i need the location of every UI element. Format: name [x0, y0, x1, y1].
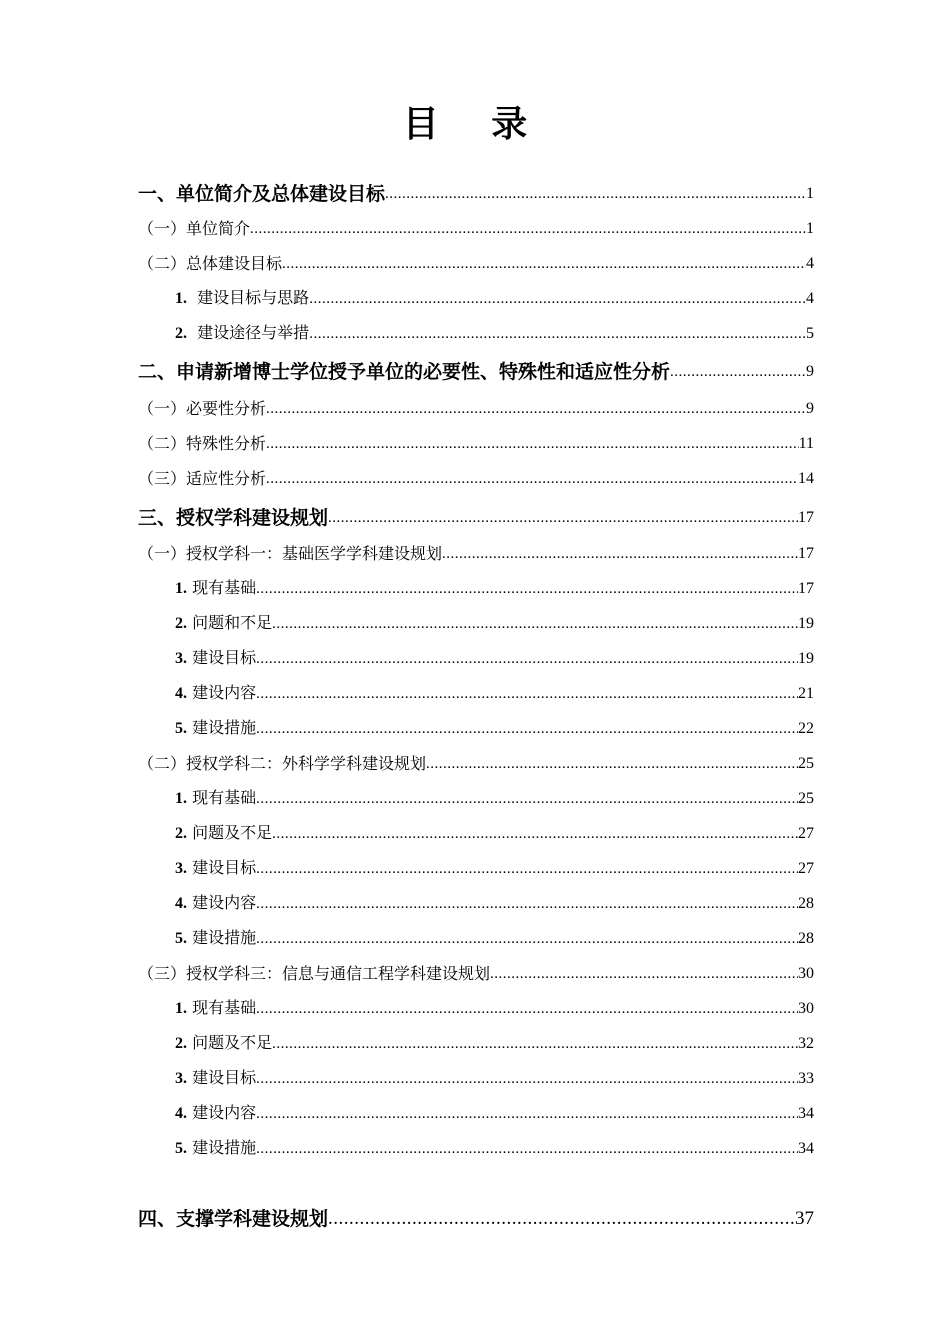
- toc-entry[interactable]: [138, 855, 814, 881]
- toc-entry-label: [175, 786, 256, 811]
- toc-entry-number: 4.: [175, 1105, 187, 1122]
- toc-entry-number: 3.: [175, 1070, 187, 1087]
- toc-dot-leader: [256, 857, 798, 881]
- toc-entry-label: [175, 996, 256, 1021]
- toc-entry-text: 建设内容: [192, 1103, 257, 1122]
- toc-entry-label: [138, 752, 426, 776]
- toc-entry-text: （一）单位简介: [138, 219, 251, 238]
- toc-page-number: 30: [798, 1000, 814, 1017]
- toc-entry-number: 1.: [175, 1000, 187, 1017]
- toc-page-number: 28: [798, 895, 814, 912]
- toc-page-number: 9: [806, 363, 814, 380]
- toc-page-number: 21: [798, 685, 814, 702]
- toc-dot-leader: [272, 1032, 798, 1056]
- toc-dot-leader: [256, 787, 798, 811]
- toc-entry-label: [175, 926, 256, 951]
- toc-entry-number: 1.: [175, 790, 187, 807]
- toc-entry[interactable]: [138, 645, 814, 671]
- toc-entry-label: [175, 716, 256, 741]
- toc-dot-leader: [256, 1102, 798, 1126]
- toc-entry-label: [175, 286, 309, 311]
- toc-page-number: 30: [798, 965, 814, 982]
- toc-entry-number: 2.: [175, 1035, 187, 1052]
- toc-entry-text: （二）特殊性分析: [138, 434, 267, 453]
- toc-entry-text: 建设途径与举措: [197, 323, 310, 342]
- toc-entry[interactable]: [138, 502, 814, 530]
- toc-entry-text: 建设内容: [192, 683, 257, 702]
- toc-entry-text: 问题和不足: [192, 613, 273, 632]
- toc-entry-text: 四、支撑学科建设规划: [138, 1208, 329, 1230]
- toc-entry-label: [175, 1031, 272, 1056]
- toc-page-number: 34: [798, 1105, 814, 1122]
- toc-entry[interactable]: [138, 995, 814, 1021]
- toc-dot-leader: [328, 1207, 795, 1231]
- toc-entry[interactable]: [138, 820, 814, 846]
- toc-entry-text: （二）授权学科二：外科学学科建设规划: [138, 754, 427, 773]
- toc-entry-label: [175, 856, 256, 881]
- toc-page-number: 22: [798, 720, 814, 737]
- toc-page-number: 1: [806, 185, 814, 202]
- toc-page-number: 19: [798, 615, 814, 632]
- toc-page-number: 32: [798, 1035, 814, 1052]
- toc-entry[interactable]: [138, 1203, 814, 1231]
- toc-entry-label: [138, 467, 266, 491]
- toc-dot-leader: [256, 577, 798, 601]
- toc-dot-leader: [256, 647, 798, 671]
- toc-entry-number: 5.: [175, 720, 187, 737]
- toc-page-number: 11: [798, 435, 814, 452]
- toc-entry[interactable]: [138, 890, 814, 916]
- toc-title: 目 录: [402, 104, 548, 145]
- toc-dot-leader: [256, 1137, 798, 1161]
- toc-page-number: 4: [806, 290, 814, 307]
- toc-entry-label: [175, 576, 256, 601]
- toc-entry-label: [175, 1101, 256, 1126]
- toc-page-number: 27: [798, 825, 814, 842]
- toc-dot-leader: [256, 682, 798, 706]
- toc-entry-label: [138, 397, 266, 421]
- toc-page-number: 28: [798, 930, 814, 947]
- toc-page-number: 27: [798, 860, 814, 877]
- toc-entry[interactable]: [138, 250, 814, 276]
- toc-dot-leader: [266, 432, 799, 456]
- toc-entry[interactable]: [138, 1100, 814, 1126]
- toc-entry-label: [175, 611, 272, 636]
- toc-entry-text: 建设内容: [192, 893, 257, 912]
- toc-page-number: 17: [798, 509, 814, 526]
- toc-entry[interactable]: [138, 178, 814, 206]
- toc-entry-text: 现有基础: [192, 788, 257, 807]
- toc-entry-number: 3.: [175, 650, 187, 667]
- toc-entry-text: 建设目标: [192, 1068, 257, 1087]
- toc-entry[interactable]: [138, 575, 814, 601]
- toc-dot-leader: [256, 717, 798, 741]
- toc-entry-text: （三）授权学科三：信息与通信工程学科建设规划: [138, 964, 491, 983]
- toc-page-number: 25: [798, 790, 814, 807]
- toc-entry-label: [175, 681, 256, 706]
- toc-page-number: 33: [798, 1070, 814, 1087]
- toc-entry-text: 一、单位简介及总体建设目标: [138, 183, 386, 205]
- toc-dot-leader: [385, 182, 806, 206]
- toc-entry[interactable]: [138, 285, 814, 311]
- toc-page-number: 5: [806, 325, 814, 342]
- toc-dot-leader: [282, 252, 806, 276]
- toc-entry-number: 2.: [175, 825, 187, 842]
- toc-entry[interactable]: [138, 680, 814, 706]
- toc-entry[interactable]: [138, 430, 814, 456]
- toc-entry-label: [175, 1136, 256, 1161]
- toc-dot-leader: [256, 892, 798, 916]
- toc-entry-label: [175, 321, 309, 346]
- toc-entry-label: [138, 432, 266, 456]
- toc-entry-text: 二、申请新增博士学位授予单位的必要性、特殊性和适应性分析: [138, 361, 671, 383]
- toc-entry[interactable]: [138, 750, 814, 776]
- toc-page-number: 34: [798, 1140, 814, 1157]
- toc-entry[interactable]: [138, 925, 814, 951]
- toc-entry-label: [175, 1066, 256, 1091]
- toc-dot-leader: [272, 612, 798, 636]
- toc-entry-text: 现有基础: [192, 578, 257, 597]
- toc-dot-leader: [328, 506, 798, 530]
- toc-dot-leader: [309, 322, 806, 346]
- toc-entry[interactable]: [138, 465, 814, 491]
- toc-page-number: 37: [795, 1208, 814, 1229]
- toc-entry-text: （二）总体建设目标: [138, 254, 283, 273]
- toc-entry-text: （一）授权学科一：基础医学学科建设规划: [138, 544, 443, 563]
- toc-entry-text: 建设目标: [192, 648, 257, 667]
- toc-entry-text: （一）必要性分析: [138, 399, 267, 418]
- toc-entry-text: 建设目标: [192, 858, 257, 877]
- toc-entry[interactable]: [138, 1135, 814, 1161]
- toc-entry[interactable]: [138, 215, 814, 241]
- toc-entry[interactable]: [138, 395, 814, 421]
- toc-entry-text: 三、授权学科建设规划: [138, 507, 329, 529]
- toc-dot-leader: [256, 997, 798, 1021]
- toc-entry-text: 问题及不足: [192, 1033, 273, 1052]
- toc-entry-label: [138, 360, 670, 384]
- toc-entry[interactable]: [138, 610, 814, 636]
- toc-entry-label: [175, 821, 272, 846]
- toc-dot-leader: [266, 397, 806, 421]
- toc-entry-label: [138, 962, 490, 986]
- toc-entry-text: 建设措施: [192, 718, 257, 737]
- toc-dot-leader: [250, 217, 806, 241]
- toc-entry-text: 建设目标与思路: [197, 288, 310, 307]
- toc-entry-label: [138, 217, 250, 241]
- toc-dot-leader: [442, 542, 798, 566]
- toc-dot-leader: [272, 822, 798, 846]
- toc-dot-leader: [426, 752, 798, 776]
- toc-entry[interactable]: [138, 356, 814, 384]
- toc-entry[interactable]: [138, 1030, 814, 1056]
- toc-entry-number: 3.: [175, 860, 187, 877]
- toc-entry-text: 建设措施: [192, 928, 257, 947]
- toc-entry-number: 5.: [175, 930, 187, 947]
- toc-page-number: 9: [806, 400, 814, 417]
- toc-page-number: 25: [798, 755, 814, 772]
- toc-entry-label: [138, 506, 328, 530]
- toc-entry-text: 问题及不足: [192, 823, 273, 842]
- toc-page-number: 14: [798, 470, 814, 487]
- toc-entry[interactable]: [138, 785, 814, 811]
- toc-dot-leader: [490, 962, 798, 986]
- toc-entry-text: 现有基础: [192, 998, 257, 1017]
- toc-dot-leader: [266, 467, 798, 491]
- toc-page-number: 17: [798, 545, 814, 562]
- toc-entry-number: 2.: [175, 615, 187, 632]
- toc-entry-number: 4.: [175, 895, 187, 912]
- toc-dot-leader: [256, 927, 798, 951]
- toc-entry[interactable]: [138, 320, 814, 346]
- toc-entry-number: 1.: [175, 290, 187, 307]
- toc-entry-number: 2.: [175, 325, 187, 342]
- toc-page-number: 19: [798, 650, 814, 667]
- toc-entry-number: 4.: [175, 685, 187, 702]
- toc-entry-text: 建设措施: [192, 1138, 257, 1157]
- toc-page-number: 17: [798, 580, 814, 597]
- toc-entry-label: [138, 182, 385, 206]
- toc-entry[interactable]: [138, 1065, 814, 1091]
- toc-entry-label: [175, 891, 256, 916]
- toc-entry[interactable]: [138, 540, 814, 566]
- toc-dot-leader: [670, 360, 806, 384]
- toc-entry-label: [175, 646, 256, 671]
- toc-entry[interactable]: [138, 960, 814, 986]
- toc-entry-label: [138, 1207, 328, 1231]
- toc-entry-number: 1.: [175, 580, 187, 597]
- toc-entry-label: [138, 542, 442, 566]
- toc-entry[interactable]: [138, 715, 814, 741]
- toc-entry-label: [138, 252, 282, 276]
- toc-page-number: 1: [806, 220, 814, 237]
- toc-entry-text: （三）适应性分析: [138, 469, 267, 488]
- toc-dot-leader: [256, 1067, 798, 1091]
- toc-entry-number: 5.: [175, 1140, 187, 1157]
- toc-dot-leader: [309, 287, 806, 311]
- toc-page-number: 4: [806, 255, 814, 272]
